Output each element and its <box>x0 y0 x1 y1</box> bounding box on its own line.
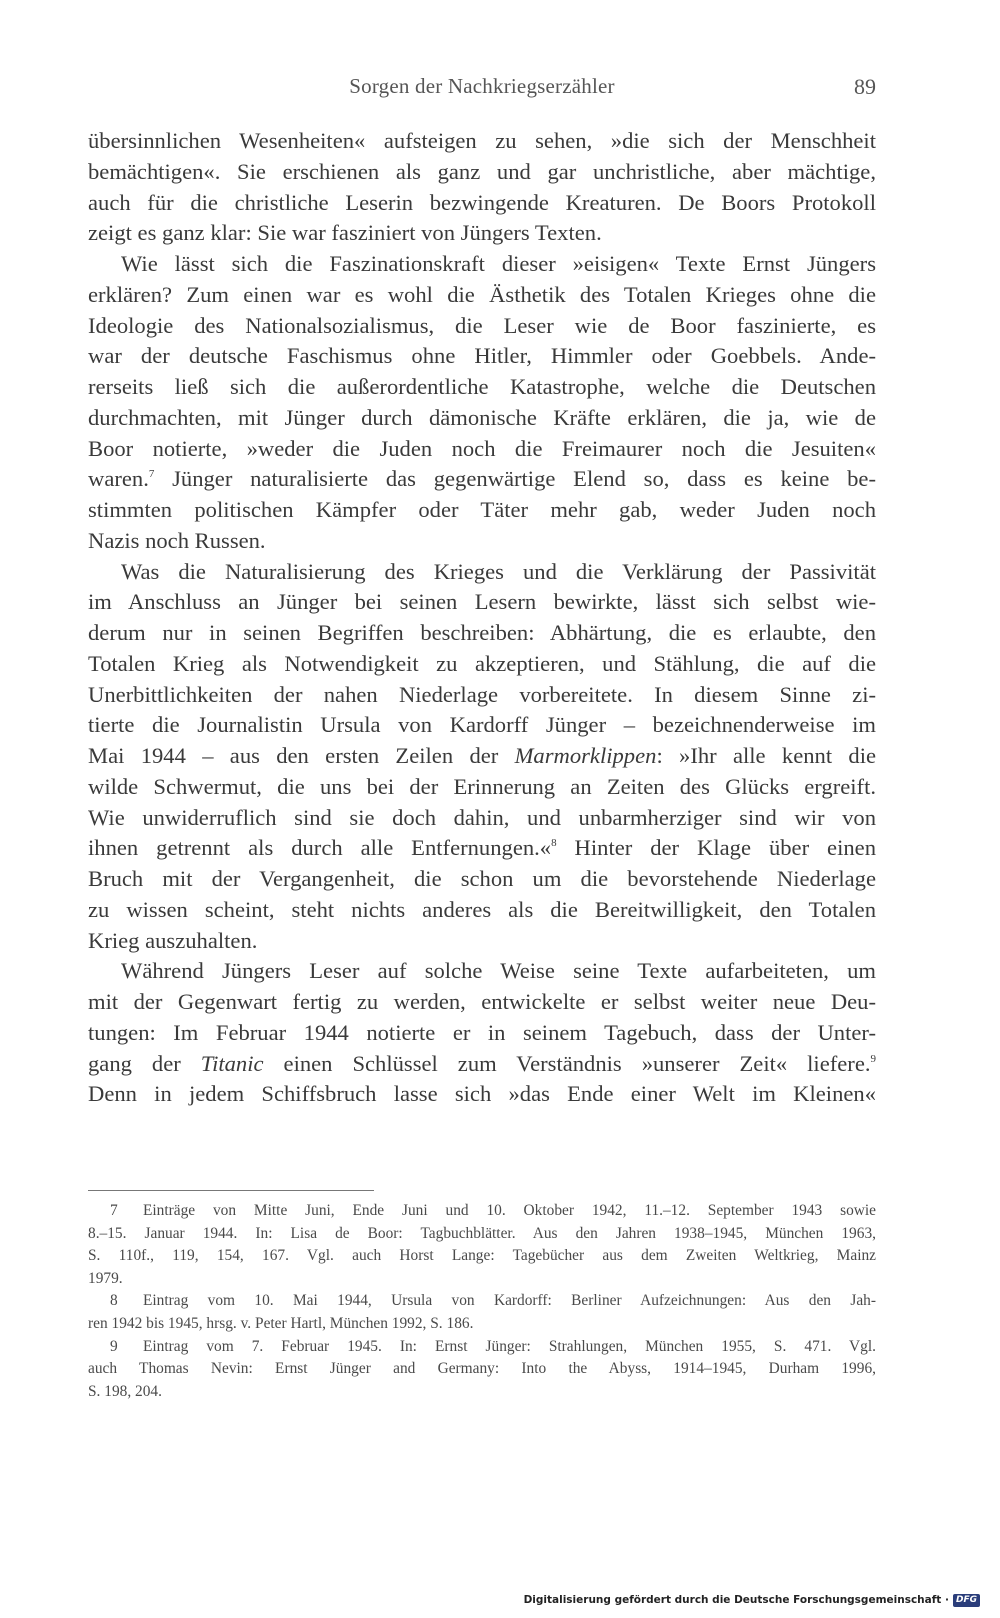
text-line: bemächtigen«. Sie erschienen als ganz und gar unchristliche, aber mächtige, <box>88 158 876 184</box>
text-line <box>88 741 876 772</box>
footnotes <box>88 1200 876 1403</box>
text-line: Nazis noch Russen. <box>88 527 266 553</box>
text-fragment: : »Ihr alle kennt die <box>656 743 877 768</box>
text-line: zu wissen scheint, steht nichts anderes als die Bereitwilligkeit, den Totalen <box>88 896 876 922</box>
paragraph-1 <box>88 126 876 249</box>
footnote-number: 7 <box>110 1202 118 1219</box>
text-line: tierte die Journalistin Ursula von Kardorff Jünger – bezeichnenderweise im <box>88 712 876 738</box>
text-line: Während Jüngers Leser auf solche Weise seine Texte aufarbeiteten, um <box>121 958 876 984</box>
ship-name-italic: Titanic <box>200 1050 264 1076</box>
text-line: mit der Gegenwart fertig zu werden, entwickelte er selbst weiter neue Deu- <box>88 989 876 1014</box>
text-line <box>88 833 876 864</box>
text-line: Krieg auszuhalten. <box>88 927 258 953</box>
text-fragment: Hinter der Klage über einen <box>556 835 876 861</box>
text-line: im Anschluss an Jünger bei seinen Lesern bewirkte, lässt sich selbst wie- <box>88 589 876 615</box>
text-line: tungen: Im Februar 1944 notierte er in seinem Tagebuch, dass der Unter- <box>88 1019 876 1045</box>
text-fragment: waren. <box>88 466 149 492</box>
digitization-notice <box>524 1592 980 1608</box>
text-line: übersinnlichen Wesenheiten« aufsteigen zu sehen, »die sich der Menschheit <box>88 128 876 153</box>
text-line: Bruch mit der Vergangenheit, die schon um die bevorstehende Niederlage <box>88 866 876 891</box>
text-line: Wie lässt sich die Faszinationskraft dieser »eisigen« Texte Ernst Jüngers <box>121 251 876 276</box>
paragraph-2 <box>88 249 876 557</box>
footnote-divider <box>88 1190 374 1191</box>
paragraph-3 <box>88 557 876 957</box>
footnote-ref-8[interactable]: 8 <box>551 837 557 850</box>
text-line: Was die Naturalisierung des Krieges und die Verklärung der Passivität <box>121 558 876 584</box>
footnote-line <box>88 1290 876 1313</box>
text-line: Unerbittlichkeiten der nahen Niederlage vorbereitete. In diesem Sinne zi- <box>88 681 876 707</box>
footnote-8 <box>88 1290 876 1335</box>
main-text <box>88 126 876 1110</box>
text-line: erklären? Zum einen war es wohl die Ästhetik des Totalen Krieges ohne die <box>88 281 876 307</box>
footnote-text: Eintrag vom 10. Mai 1944, Ursula von Kardorff: Berliner Aufzeichnungen: Aus den Jah- <box>143 1292 876 1310</box>
text-line: Boor notierte, »weder die Juden noch die Freimaurer noch die Jesuiten« <box>88 435 876 461</box>
footnote-line: S. 198, 204. <box>88 1382 162 1400</box>
text-line: stimmten politischen Kämpfer oder Täter mehr gab, weder Juden noch <box>88 497 876 522</box>
footnote-9 <box>88 1336 876 1404</box>
text-fragment: Mai 1944 – aus den ersten Zeilen der <box>88 743 515 768</box>
book-title-italic: Marmorklippen <box>514 743 657 768</box>
footnote-number: 8 <box>110 1292 118 1310</box>
text-line: derum nur in seinen Begriffen beschreiben: Abhärtung, die es erlaubte, den <box>88 620 876 645</box>
text-fragment: einen Schlüssel zum Verständnis »unserer Zeit« liefere. <box>263 1050 871 1076</box>
text-line: durchmachten, mit Jünger durch dämonische Kräfte erklären, die ja, wie de <box>88 404 876 430</box>
running-title: Sorgen der Nachkriegserzähler <box>349 74 615 98</box>
footnote-line: S. 110f., 119, 154, 167. Vgl. auch Horst Lange: Tagebücher aus dem Zweiten Weltkrieg, Mainz <box>88 1247 876 1265</box>
footnote-line: ren 1942 bis 1945, hrsg. v. Peter Hartl, München 1992, S. 186. <box>88 1314 474 1332</box>
digitization-text: Digitalisierung gefördert durch die Deutsche Forschungsgemeinschaft · <box>523 1594 949 1606</box>
paragraph-4 <box>88 956 876 1110</box>
running-head <box>88 74 876 106</box>
footnote-ref-9[interactable]: 9 <box>870 1052 876 1065</box>
text-line: Totalen Krieg als Notwendigkeit zu akzeptieren, und Stählung, die auf die <box>88 650 876 676</box>
text-line: rerseits ließ sich die außerordentliche Katastrophe, welche die Deutschen <box>88 374 876 399</box>
text-line: Wie unwiderruflich sind sie doch dahin, und unbarmherziger sind wir von <box>88 804 876 830</box>
footnote-ref-7[interactable]: 7 <box>148 468 155 481</box>
footnote-text: Einträge von Mitte Juni, Ende Juni und 10. Oktober 1942, 11.–12. September 1943 sowie <box>143 1202 876 1219</box>
text-line: zeigt es ganz klar: Sie war fasziniert von Jüngers Texten. <box>88 220 602 246</box>
footnote-line: 1979. <box>88 1269 123 1287</box>
footnote-line: 8.–15. Januar 1944. In: Lisa de Boor: Tagbuchblätter. Aus den Jahren 1938–1945, München 1963, <box>88 1224 876 1242</box>
dfg-logo-icon: DFG <box>953 1594 980 1607</box>
footnote-text: Eintrag vom 7. Februar 1945. In: Ernst Jünger: Strahlungen, München 1955, S. 471. Vgl. <box>143 1337 876 1355</box>
text-line: Denn in jedem Schiffsbruch lasse sich »das Ende einer Welt im Kleinen« <box>88 1081 876 1107</box>
text-line <box>88 1049 876 1080</box>
text-fragment: Jünger naturalisierte das gegenwärtige Elend so, dass es keine be- <box>154 466 876 492</box>
footnote-number: 9 <box>110 1337 118 1355</box>
footnote-line <box>88 1200 876 1223</box>
text-line: wilde Schwermut, die uns bei der Erinnerung an Zeiten des Glücks ergreift. <box>88 773 876 799</box>
page-number: 89 <box>854 74 876 99</box>
footnote-7 <box>88 1200 876 1290</box>
footnote-line <box>88 1336 876 1359</box>
text-line <box>88 464 876 495</box>
footnote-line: auch Thomas Nevin: Ernst Jünger and Germany: Into the Abyss, 1914–1945, Durham 1996, <box>88 1360 876 1378</box>
text-line: war der deutsche Faschismus ohne Hitler, Himmler oder Goebbels. Ande- <box>88 343 876 369</box>
text-line: Ideologie des Nationalsozialismus, die Leser wie de Boor faszinierte, es <box>88 312 876 338</box>
text-fragment: ihnen getrennt als durch alle Entfernungen.« <box>88 835 552 861</box>
text-line: auch für die christliche Leserin bezwingende Kreaturen. De Boors Protokoll <box>88 189 876 215</box>
text-fragment: gang der <box>88 1050 201 1076</box>
